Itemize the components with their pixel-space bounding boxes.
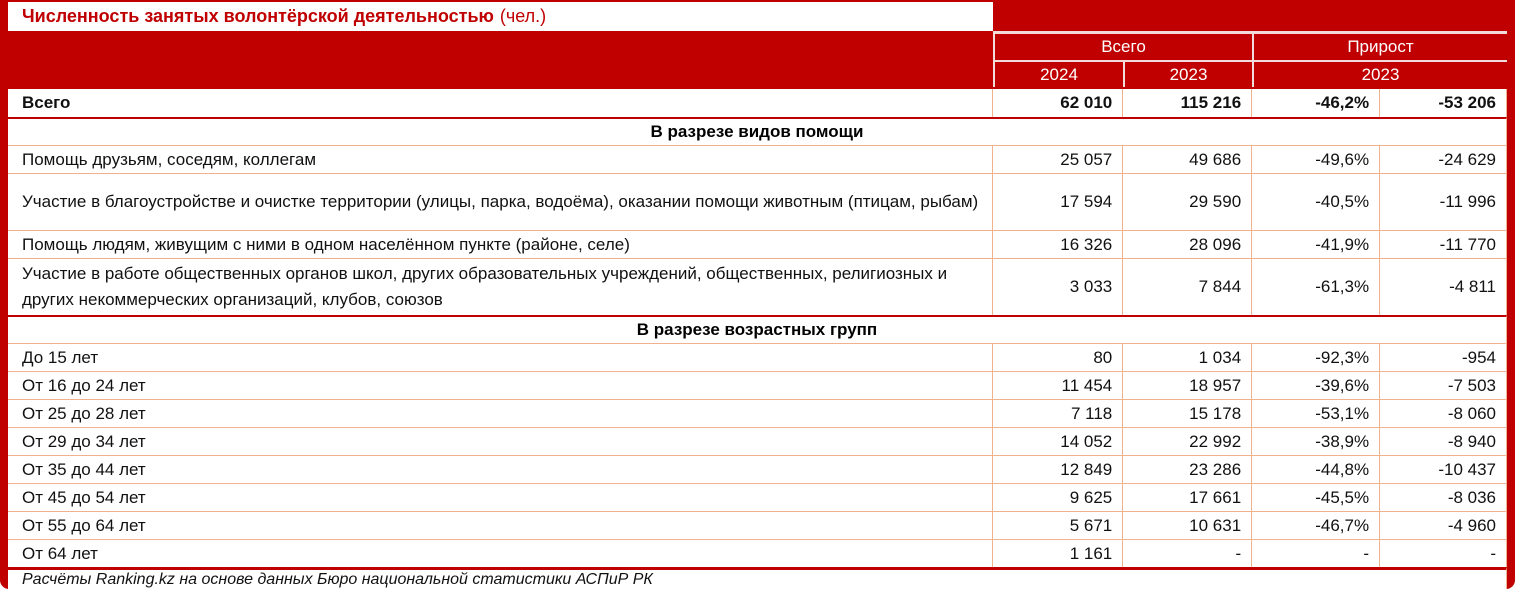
- value-cell: 16 326: [992, 231, 1122, 258]
- table-row: [8, 455, 1507, 483]
- page-title-unit: (чел.): [499, 6, 547, 26]
- value-cell: 9 625: [992, 484, 1122, 511]
- table-row: [8, 343, 1507, 371]
- value-cell: 5 671: [992, 512, 1122, 539]
- source-note: Расчёты Ranking.kz на основе данных Бюро национальной статистики АСПиР РК: [8, 567, 1507, 589]
- value-cell: 1 161: [992, 540, 1122, 567]
- table-row: [8, 230, 1507, 258]
- row-label: От 45 до 54 лет: [22, 487, 146, 507]
- row-label: От 16 до 24 лет: [22, 375, 146, 395]
- table-row: [8, 371, 1507, 399]
- table-row: [8, 258, 1507, 315]
- section-header: В разрезе видов помощи: [8, 117, 1507, 145]
- table-row: [8, 399, 1507, 427]
- value-cell: 28 096: [1122, 231, 1251, 258]
- value-cell: -39,6%: [1251, 372, 1379, 399]
- table-row: [8, 173, 1507, 230]
- value-cell: -8 940: [1379, 428, 1506, 455]
- row-label: Всего: [22, 93, 71, 112]
- header-group-total: Всего: [993, 34, 1252, 60]
- value-cell: 3 033: [992, 259, 1122, 315]
- value-cell: 14 052: [992, 428, 1122, 455]
- value-cell: 17 661: [1122, 484, 1251, 511]
- value-cell: -4 960: [1379, 512, 1506, 539]
- value-cell: 49 686: [1122, 146, 1251, 173]
- value-cell: 7 844: [1122, 259, 1251, 315]
- value-cell: 1 034: [1122, 344, 1251, 371]
- value-cell: -: [1379, 540, 1506, 567]
- header-label-spacer: [8, 34, 993, 89]
- value-cell: -92,3%: [1251, 344, 1379, 371]
- value-cell: -7 503: [1379, 372, 1506, 399]
- value-cell: 15 178: [1122, 400, 1251, 427]
- value-cell: 7 118: [992, 400, 1122, 427]
- row-label: От 55 до 64 лет: [22, 515, 146, 535]
- value-cell: -11 996: [1379, 174, 1506, 230]
- row-label: Участие в благоустройстве и очистке территории (улицы, парка, водоёма), оказании помощи животным (птицам, рыбам): [22, 192, 979, 211]
- table-row: [8, 89, 1507, 117]
- value-cell: -11 770: [1379, 231, 1506, 258]
- value-cell: -61,3%: [1251, 259, 1379, 315]
- row-label: От 29 до 34 лет: [22, 431, 146, 451]
- value-cell: 18 957: [1122, 372, 1251, 399]
- value-cell: 12 849: [992, 456, 1122, 483]
- title-row: [8, 2, 1507, 34]
- value-cell: -46,7%: [1251, 512, 1379, 539]
- page-title-text: Численность занятых волонтёрской деятельностью: [22, 6, 494, 26]
- header-group-growth: Прирост: [1252, 34, 1507, 60]
- value-cell: -4 811: [1379, 259, 1506, 315]
- value-cell: -954: [1379, 344, 1506, 371]
- page-title: [8, 2, 993, 34]
- value-cell: 115 216: [1122, 89, 1251, 117]
- value-cell: -38,9%: [1251, 428, 1379, 455]
- value-cell: -8 036: [1379, 484, 1506, 511]
- value-cell: 80: [992, 344, 1122, 371]
- row-label: До 15 лет: [22, 347, 99, 367]
- row-label: Помощь друзьям, соседям, коллегам: [22, 149, 317, 169]
- header-columns: [993, 34, 1507, 89]
- row-label: Помощь людям, живущим с ними в одном населённом пункте (районе, селе): [22, 234, 630, 254]
- value-cell: -10 437: [1379, 456, 1506, 483]
- header-col-growth-2023: 2023: [1252, 62, 1507, 87]
- title-row-spacer: [993, 2, 1507, 34]
- value-cell: 29 590: [1122, 174, 1251, 230]
- header-col-2024: 2024: [993, 62, 1123, 87]
- value-cell: 23 286: [1122, 456, 1251, 483]
- value-cell: -53,1%: [1251, 400, 1379, 427]
- value-cell: 62 010: [992, 89, 1122, 117]
- value-cell: -8 060: [1379, 400, 1506, 427]
- table-row: [8, 427, 1507, 455]
- value-cell: -45,5%: [1251, 484, 1379, 511]
- table-row: [8, 511, 1507, 539]
- value-cell: -: [1251, 540, 1379, 567]
- table-row: [8, 483, 1507, 511]
- row-label: Участие в работе общественных органов школ, других образовательных учреждений, общественных, религиозных и других некоммерческих организаций, клубов, союзов: [22, 264, 948, 309]
- value-cell: 22 992: [1122, 428, 1251, 455]
- value-cell: 10 631: [1122, 512, 1251, 539]
- table-body: [8, 89, 1507, 567]
- table-header: [8, 34, 1507, 89]
- value-cell: -53 206: [1379, 89, 1506, 117]
- header-year-row: [993, 62, 1507, 87]
- header-col-2023: 2023: [1123, 62, 1252, 87]
- value-cell: -46,2%: [1251, 89, 1379, 117]
- value-cell: -24 629: [1379, 146, 1506, 173]
- value-cell: -49,6%: [1251, 146, 1379, 173]
- value-cell: -40,5%: [1251, 174, 1379, 230]
- table-row: [8, 539, 1507, 567]
- value-cell: 11 454: [992, 372, 1122, 399]
- value-cell: 17 594: [992, 174, 1122, 230]
- value-cell: -44,8%: [1251, 456, 1379, 483]
- value-cell: 25 057: [992, 146, 1122, 173]
- row-label: От 64 лет: [22, 543, 98, 563]
- row-label: От 35 до 44 лет: [22, 459, 146, 479]
- header-group-row: [993, 34, 1507, 62]
- row-label: От 25 до 28 лет: [22, 403, 146, 423]
- table-row: [8, 145, 1507, 173]
- section-header: В разрезе возрастных групп: [8, 315, 1507, 343]
- value-cell: -41,9%: [1251, 231, 1379, 258]
- value-cell: -: [1122, 540, 1251, 567]
